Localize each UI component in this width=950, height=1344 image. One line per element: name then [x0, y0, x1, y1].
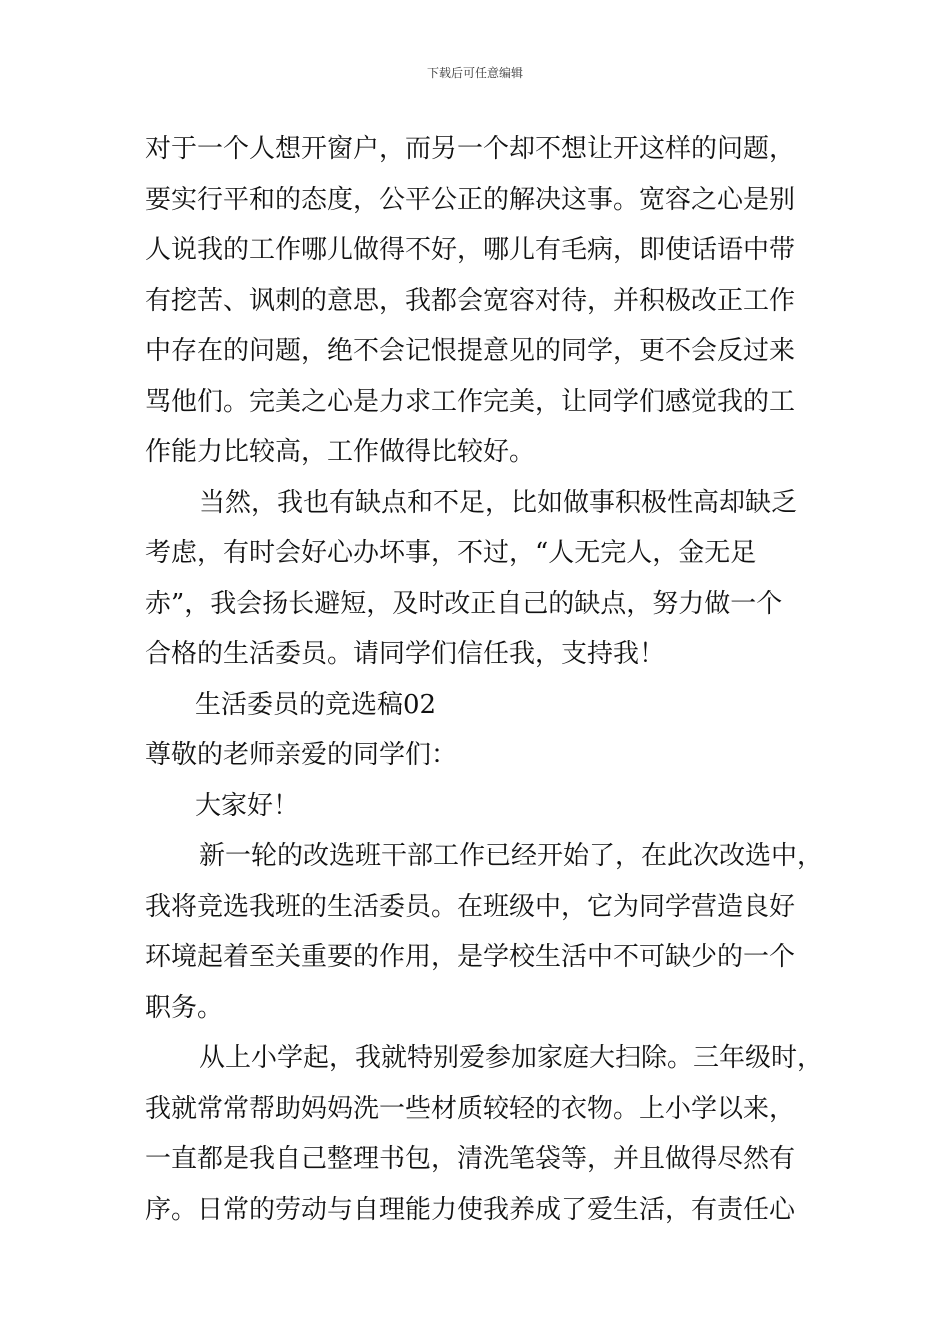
text-line: 合格的生活委员。请同学们信任我，支持我！	[145, 639, 666, 669]
document-body	[145, 124, 824, 1235]
paragraph-start-line: 新一轮的改选班干部工作已经开始了，在此次改选中，	[199, 841, 824, 871]
text-line: 环境起着至关重要的作用，是学校生活中不可缺少的一个	[145, 942, 796, 972]
text-line: 考虑，有时会好心办坏事，不过，“人无完人，金无足	[145, 538, 757, 568]
text-line: 序。日常的劳动与自理能力使我养成了爱生活，有责任心	[145, 1194, 796, 1225]
salutation: 尊敬的老师亲爱的同学们：	[145, 740, 458, 770]
text-line: 人说我的工作哪儿做得不好，哪儿有毛病，即使话语中带	[145, 235, 796, 265]
text-line: 骂他们。完美之心是力求工作完美，让同学们感觉我的工	[145, 386, 796, 417]
greeting: 大家好！	[195, 790, 300, 821]
text-line: 我就常常帮助妈妈洗一些材质较轻的衣物。上小学以来，	[145, 1093, 796, 1124]
text-line: 作能力比较高，工作做得比较好。	[145, 437, 536, 467]
text-line: 职务。	[145, 992, 224, 1023]
text-line: 一直都是我自己整理书包，清洗笔袋等，并且做得尽然有	[145, 1144, 796, 1174]
page-header: 下载后可任意编辑	[426, 66, 523, 80]
paragraph-start-line: 从上小学起，我就特别爱参加家庭大扫除。三年级时，	[199, 1043, 824, 1073]
text-line: 中存在的问题，绝不会记恨提意见的同学，更不会反过来	[145, 336, 796, 366]
text-line: 我将竞选我班的生活委员。在班级中，它为同学营造良好	[145, 891, 796, 922]
text-line: 要实行平和的态度，公平公正的解决这事。宽容之心是别	[145, 184, 796, 215]
section-heading: 生活委员的竞选稿02	[195, 689, 437, 720]
text-line: 有挖苦、讽刺的意思，我都会宽容对待，并积极改正工作	[145, 285, 796, 316]
paragraph-start-line: 当然，我也有缺点和不足，比如做事积极性高却缺乏	[199, 487, 798, 518]
text-line: 赤”，我会扬长避短，及时改正自己的缺点，努力做一个	[145, 588, 783, 619]
text-line: 对于一个人想开窗户，而另一个却不想让开这样的问题，	[145, 134, 796, 164]
